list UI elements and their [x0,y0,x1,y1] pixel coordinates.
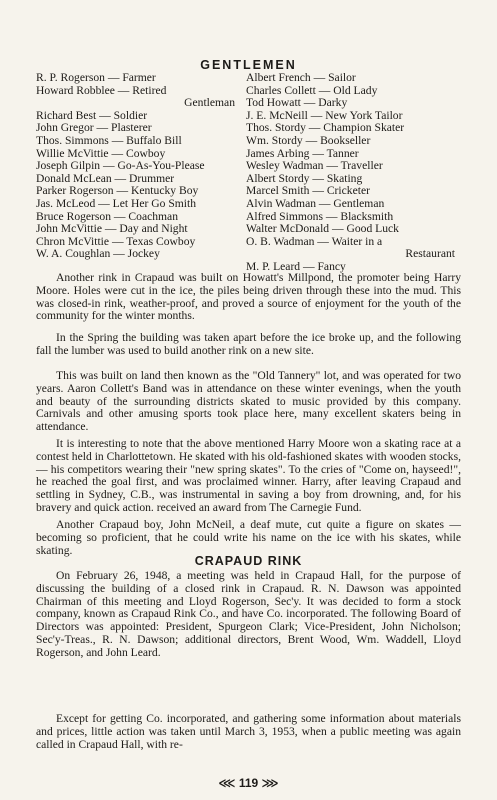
paragraph-spring-rebuild: In the Spring the building was taken apart before the ice broke up, and the following fall the lumber was used to build another rink on a new site. [36,331,461,357]
list-item: Albert Stordy — Skating [246,171,363,185]
list-item: Marcel Smith — Cricketer [246,184,370,198]
list-item: Albert French — Sailor [246,71,356,84]
page-number [0,776,497,790]
list-item: Richard Best — Soldier [36,108,148,122]
list-item: Bruce Rogerson — Coachman [36,209,178,223]
list-item: Wm. Stordy — Bookseller [246,133,371,147]
ornament-right-icon: ⋙ [258,776,279,790]
paragraph-millpond-rink: Another rink in Crapaud was built on Howatt's Millpond, the promoter being Harry Moore. Holes were cut in the ice, the piles being driven through these into the mud. This was closed-in rink, weather-proof, and proved a source of enjoyment for the youth of the community for the winter months. [36,271,461,323]
list-item: Chron McVittie — Texas Cowboy [36,234,196,248]
list-item: Thos. Simmons — Buffalo Bill [36,133,182,147]
list-item: Willie McVittie — Cowboy [36,146,166,160]
list-item: M. P. Leard — Fancy [246,259,346,273]
list-item: Wesley Wadman — Traveller [246,159,383,173]
page-number-text: 119 [238,776,259,790]
list-item: Parker Rogerson — Kentucky Boy [36,184,199,198]
list-item: J. E. McNeill — New York Tailor [246,108,403,122]
list-item: Alvin Wadman — Gentleman [246,196,385,210]
list-item: Howard Robblee — Retired [36,83,167,97]
list-item: Charles Collett — Old Lady [246,83,378,97]
list-item: Tod Howatt — Darky [246,96,348,110]
list-item: Thos. Stordy — Champion Skater [246,121,405,135]
list-item: Alfred Simmons — Blacksmith [246,209,394,223]
list-item: W. A. Coughlan — Jockey [36,247,160,261]
list-item: R. P. Rogerson — Farmer [36,71,156,84]
section-heading: CRAPAUD RINK [194,554,303,568]
list-heading: GENTLEMEN [200,58,297,72]
list-item: John McVittie — Day and Night [36,222,188,236]
paragraph-old-tannery: This was built on land then known as the "Old Tannery" lot, and was operated for two years. Aaron Collett's Band was in attendance on these winter evenings, when the youth and beauty of the surrounding districts skated to music provided by this company. Carnivals and other amusing sports took place here, many excellent skaters being in attendance. [36,369,461,434]
right-costume-list [246,72,461,274]
list-item: O. B. Wadman — Waiter in a [246,234,383,248]
paragraph-1953-meeting: Except for getting Co. incorporated, and gathering some information about materials and prices, little action was taken until March 3, 1953, when a public meeting was again called in Crapaud Hall, with re- [36,712,461,751]
list-item: Walter McDonald — Good Luck [246,222,399,236]
ornament-left-icon: ⋘ [218,776,239,790]
list-item: Jas. McLeod — Let Her Go Smith [36,196,197,210]
left-costume-list [36,72,241,261]
list-item-continued: Gentleman [184,96,235,110]
list-item: John Gregor — Plasterer [36,121,152,135]
paragraph-harry-moore: It is interesting to note that the above mentioned Harry Moore won a skating race at a contest held in Charlottetown. He skated with his old-fashioned skates with wooden stocks, — his competitors wearing their "new spring skates". To the cries of "Come on, hayseed!", he reached the goal first, and was proclaimed winner. Harry, after leaving Crapaud and settling in Sydney, C.B., was instrumental in saving a boy from drowning, and, for his bravery and quick action. received an award from The Carnegie Fund. [36,437,461,514]
list-item: James Arbing — Tanner [246,146,359,160]
paragraph-1948-meeting: On February 26, 1948, a meeting was held in Crapaud Hall, for the purpose of discussing the building of a closed rink in Crapaud. R. N. Dawson was appointed Chairman of this meeting and Lloyd Rogerson, Sec'y. It was decided to form a stock company, known as Crapaud Rink Co., and have Co. incorporated. The following Board of Directors was appointed: President, Spurgeon Clark; Vice-President, John Nicholson; Sec'y-Treas., R. N. Dawson; additional directors, Brent Wood, Wm. Waddell, Lloyd Rogerson, and John Leard. [36,569,461,659]
paragraph-john-mcneil: Another Crapaud boy, John McNeil, a deaf mute, cut quite a figure on skates — becoming so proficient, that he could write his name on the ice with his skates, while skating. [36,518,461,557]
list-item-continued: Restaurant [405,247,455,261]
list-item: Joseph Gilpin — Go-As-You-Please [36,159,205,173]
list-item: Donald McLean — Drummer [36,171,175,185]
